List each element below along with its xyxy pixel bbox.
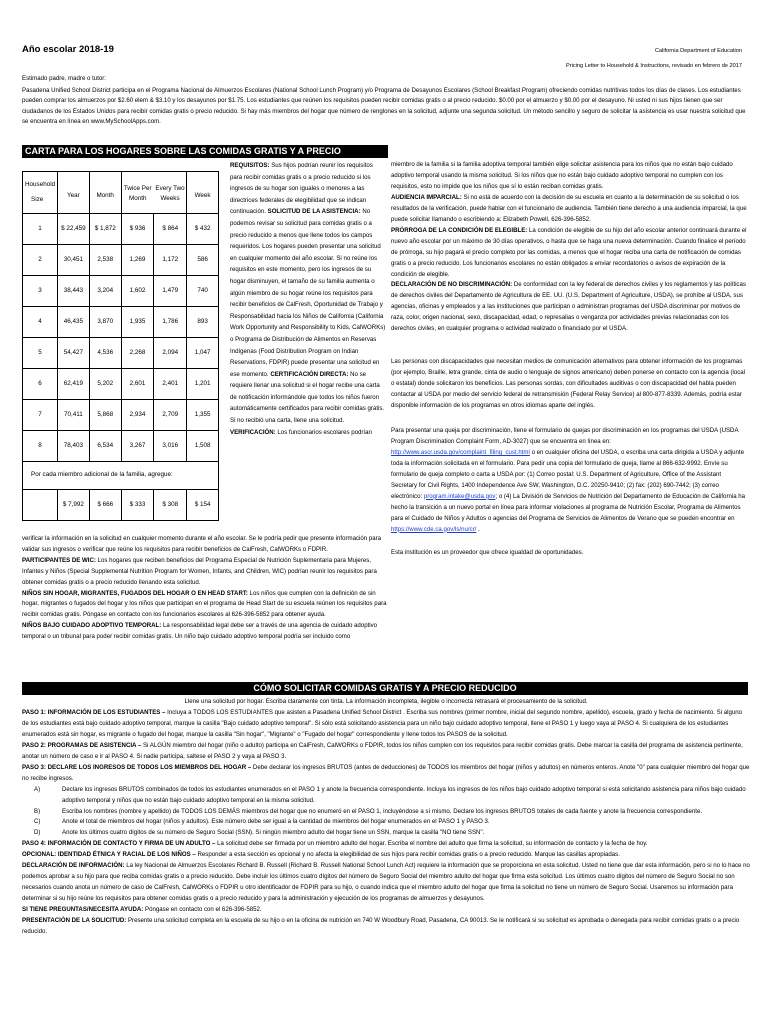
table-cell: 586 <box>187 245 219 276</box>
table-cell: 4 <box>23 307 58 338</box>
table-cell: 2,601 <box>121 369 154 400</box>
table-row <box>23 369 219 400</box>
certificacion-heading: CERTIFICACIÓN DIRECTA: <box>270 370 349 378</box>
table-cell: $ 22,459 <box>57 214 89 245</box>
paso-3-c: C) Anote el total de miembros del hogar (niños y adultos). Este número debe ser igual a la cantidad de miembros del hogar enumerados en el PASO 1 y PASO 3. <box>34 818 490 826</box>
complaint-form-link[interactable]: http://www.ascr.usda.gov/complaint_filing_cust.html <box>391 448 530 456</box>
table-cell: $ 432 <box>187 214 219 245</box>
equal-opportunity: Esta institución es un proveedor que ofrece igualdad de oportunidades. <box>391 548 584 556</box>
paso-3-a: A) Declare los ingresos BRUTOS combinados de todos los estudiantes enumerados en el PASO 1 y anote la frecuencia correspondiente. Incluya los ingresos de los niños bajo cuidado adoptivo temporal si está solicitando asistencia para niños bajo cuidado adoptivo temporal y niños que no están bajo cuidado adoptivo temporal en la misma solicitud. <box>34 785 746 804</box>
rights-column: miembro de la familia si la familia adoptiva temporal también elige solicitar asistencia para los niños que no están bajo cuidado adoptivo temporal usando la misma solicitud. Si los niños que no están bajo cuidado adoptivo temporal no cumplen con los requisitos, esto no impide que los niños que sí lo están reciban comidas gratis. AUDIENCIA IMPARCIAL: Si no está de acuerdo con la decisión de su escuela en cuanto a la determinación de su solicitud o los resultados de la verificación, puede hablar con el funcionario de audiencia. También tiene derecho a una audiencia imparcial, la que puede solicitar llamando o escribiendo a: Elizabeth Powell, 626-396-5852. PRÓRROGA DE LA CONDICIÓN DE ELEGIBLE: La condición de elegible de su hijo del año escolar anterior continuará durante el nuevo año escolar por un máximo de 30 días operativos, o hasta que se haga una nueva determinación. Cuando finalice el período de prórroga, su hijo pagará el precio completo por las comidas, a menos que el hogar reciba una carta de notificación de comidas gratis o a precio reducido. Los funcionarios escolares no están obligados a enviar recordatorios o avisos de expiración de la condición de elegible. DECLARACIÓN DE NO DISCRIMINACIÓN: De conformidad con la ley federal de derechos civiles y los reglamentos y las políticas de derechos civiles del Departamento de Agricultura de EE. UU. (U.S. Department of Agriculture, USDA), se prohíbe al USDA, sus agencias, oficinas y empleados y a las instituciones que participan o administran programas del USDA discriminar por motivos de raza, color, origen nacional, sexo, discapacidad, edad, o represalias o venganza por actividades previas relacionadas con los derechos civiles, en cualquier programa o actividad realizado o financiado por el USDA. Las personas con discapacidades que necesitan medios de comunicación alternativos para obtener información de los programas (por ejemplo, Braille, letra grande, cinta de audio o lenguaje de signos americano) deben ponerse en contacto con la agencia (local o estatal) donde solicitaron los beneficios. Las personas sordas, con dificultades auditivas o con discapacidad del habla pueden contactar al USDA por medio del servicio federal de retransmisión (Federal Relay Service) al 800-877-8339. Además, podría estar disponible información de los programas en otros idiomas aparte del inglés. Para presentar una queja por discriminación, llene el formulario de quejas por discriminación en los programas del USDA (USDA Program Discrimination Complaint Form, AD-3027) que se encuentra en línea en: http://www.ascr.usda.gov/complaint_filing_cust.html o en cualquier oficina del USDA, o escriba una carta dirigida a USDA y adjunte toda la información solicitada en el formulario. Para pedir una copia del formulario de queja, llame al 866-632-9992. Envíe su formulario de queja completo o carta a USDA por: (1) Correo postal: U.S. Department of Agriculture, Office of the Assistant Secretary for Civil Rights, 1400 Independence Ave SW, Washington, D.C. 20250-9410; (2) fax: (202) 690-7442; (3) correo electrónico: program.intake@usda.gov; o (4) La División de Servicios de Nutrición del Departamento de Educación de California ha hecho la transición a un nuevo portal en línea para informar violaciones al programa de Nutrición Escolar, Programa de Alimentos para el Cuidado de Niños y Adultos o agencias del Programa de Servicios de Alimentos de Verano que se pueden encontrar en https://www.cde.ca.gov/ls/nu/cr/ . Esta institución es un proveedor que ofrece igualdad de oportunidades. <box>391 160 748 559</box>
table-cell: 1 <box>23 214 58 245</box>
table-cell: 3,204 <box>89 276 121 307</box>
school-year: Año escolar 2018-19 <box>22 44 114 55</box>
paso-3-d: D) Anote los últimos cuatro dígitos de su número de Seguro Social (SSN). Si ningún miembro adulto del hogar tiene un SSN, marque la casilla "NO tiene SSN". <box>34 829 485 837</box>
table-cell: 3,016 <box>154 431 187 462</box>
table-cell: 1,479 <box>154 276 187 307</box>
table-cell: $ 333 <box>121 490 154 521</box>
income-table <box>22 171 219 521</box>
table-cell: 3,267 <box>121 431 154 462</box>
declaracion-informacion-heading: DECLARACIÓN DE INFORMACIÓN: <box>22 862 125 870</box>
table-row <box>23 431 219 462</box>
wic-heading: PARTICIPANTES DE WIC: <box>22 556 96 564</box>
table-row <box>23 276 219 307</box>
solicitud-heading: SOLICITUD DE LA ASISTENCIA: <box>267 208 361 216</box>
income-table-wrap <box>22 171 219 521</box>
table-cell: 62,419 <box>57 369 89 400</box>
table-cell: 1,269 <box>121 245 154 276</box>
additional-member-row <box>23 490 219 521</box>
agency: California Department of Education <box>654 48 742 54</box>
table-cell: 893 <box>187 307 219 338</box>
table-cell: 2,538 <box>89 245 121 276</box>
paso-3-b: B) Escriba los nombres (nombre y apellido) de TODOS LOS DEMÁS miembros del hogar que no enumeró en el PASO 1, incluyéndose a sí mismo. Declare los ingresos BRUTOS totales de cada fuente y anote la frecuencia correspondiente. <box>34 807 703 815</box>
carta-header-bar: CARTA PARA LOS HOGARES SOBRE LAS COMIDAS GRATIS Y A PRECIO REDUCIDO <box>22 145 388 158</box>
intro-paragraph: Pasadena Unified School District participa en el Programa Nacional de Almuerzos Escolares (National School Lunch Program) y/o Programa de Desayunos Escolares (School Breakfast Program) ofreciendo comidas nutritivas todos los días de clases. Los estudiantes pueden comprar los almuerzos por $2.60 elem & $3.10 y los desayunos por $1.75. Los estudiantes que reúnen los requisitos pueden recibir comidas gratis o al precio reducido. $0.00 por el almuerzo y $0.00 por el desayuno. Ni usted ni sus hijos tienen que ser ciudadanos de los Estados Unidos para recibir comidas gratis o precio reducido. Si hay más miembros del hogar que número de renglones en la solicitud, adjunte una segunda solicitud. Un método sencillo y seguro de solicitar la asistencia es usar nuestra solicitud que se encuentra en línea en www.MySchoolApps.com. <box>22 86 746 126</box>
table-row <box>23 400 219 431</box>
table-cell: 1,786 <box>154 307 187 338</box>
table-cell: $ 936 <box>121 214 154 245</box>
additional-label-row: Por cada miembro adicional de la familia, agregue: <box>23 462 219 490</box>
table-cell: 5 <box>23 338 58 369</box>
table-cell: 8 <box>23 431 58 462</box>
table-cell: 740 <box>187 276 219 307</box>
table-cell: 70,411 <box>57 400 89 431</box>
table-row <box>23 338 219 369</box>
programs-section: verificar la información en la solicitud en cualquier momento durante el año escolar. Se le podría pedir que presente información para validar sus ingresos o verificar que reúne los requisitos para recibir beneficios de CalFresh, CalWORKs o FDPIR. PARTICIPANTES DE WIC: Los hogares que reciben beneficios del Programa Especial de Nutrición Suplementaria para Mujeres, Infantes y Niños (Special Supplemental Nutrition Program for Women, Infants, and Children, WIC) podrían reunir los requisitos para obtener comidas gratis o a precio reducido llenando esta solicitud. NIÑOS SIN HOGAR, MIGRANTES, FUGADOS DEL HOGAR O EN HEAD START: Los niños que cumplen con la definición de sin hogar, migrantes o fugados del hogar y los niños que participan en el programa de Head Start de su escuela reúnen los requisitos para recibir comidas gratis. Póngase en contacto con los funcionarios escolares al 626-396-5852 para obtener ayuda. NIÑOS BAJO CUIDADO ADOPTIVO TEMPORAL: La responsabilidad legal debe ser a través de una agencia de cuidado adoptivo temporal o un tribunal para poder recibir comidas gratis. Un niño bajo cuidado adoptivo temporal podría ser incluido como <box>22 535 387 641</box>
paso-3-heading: PASO 3: DECLARE LOS INGRESOS DE TODOS LOS MIEMBROS DEL HOGAR – <box>22 763 252 771</box>
table-cell: 1,047 <box>187 338 219 369</box>
table-cell: 2,268 <box>121 338 154 369</box>
como-solicitar-bar: CÓMO SOLICITAR COMIDAS GRATIS Y A PRECIO REDUCIDO <box>22 682 748 695</box>
eligibility-column: REQUISITOS: Sus hijos podrían reunir los requisitos para recibir comidas gratis o a precio reducido si los ingresos de su hogar son iguales o menores a las directrices federales de elegibilidad que se indican continuación. SOLICITUD DE LA ASISTENCIA: No podemos revisar su solicitud para comidas gratis o a precio reducido a menos que llene todos los campos requeridos. Los hogares pueden presentar una solicitud en cualquier momento del año escolar. Si no reúne los requisitos en este momento, pero los ingresos de su hogar disminuyen, el tamaño de su familia aumenta o algún miembro de su hogar reúne los requisitos para recibir beneficios de CalFresh, Oportunidad de Trabajo y Responsabilidad hacia los Niños de California (California Work Opportunity and Responsibility to Kids, CalWORKs) o Programa de Distribución de Alimentos en Reservas Indígenas (Food Distribution Program on Indian Reservations, FDPIR) puede presentar una solicitud en ese momento. CERTIFICACIÓN DIRECTA: No se requiere llenar una solicitud si el hogar recibe una carta de notificación informándole que todos los niños fueron automáticamente certificados para recibir comidas gratis. Si no recibió una carta, llene una solicitud. VERIFICACIÓN: Los funcionarios escolares podrían <box>230 162 386 436</box>
table-cell: $ 1,872 <box>89 214 121 245</box>
table-cell: $ 666 <box>89 490 121 521</box>
table-cell: $ 7,992 <box>57 490 89 521</box>
table-cell: 1,355 <box>187 400 219 431</box>
table-cell: 1,508 <box>187 431 219 462</box>
prorroga-heading: PRÓRROGA DE LA CONDICIÓN DE ELEGIBLE: <box>391 226 528 234</box>
col-year: Year <box>57 172 89 214</box>
steps-intro: Llene una solicitud por hogar. Escriba claramente con tinta. La información incompleta, ilegible o incorrecta retrasará el procesamiento de la solicitud. <box>184 698 588 705</box>
greeting: Estimado padre, madre o tutor: <box>22 75 107 82</box>
table-row <box>23 307 219 338</box>
table-cell: 2,934 <box>121 400 154 431</box>
steps-section: Llene una solicitud por hogar. Escriba claramente con tinta. La información incompleta, ilegible o incorrecta retrasará el procesamiento de la solicitud. PASO 1: INFORMACIÓN DE LOS ESTUDIANTES – Incluya a TODOS LOS ESTUDIANTES que asisten a Pasadena Unified School District . Escriba sus nombres (primer nombre, inicial del segundo nombre, apellido), escuela, grado y fecha de nacimiento. Si alguno de los estudiantes está bajo cuidado adoptivo temporal, marque la casilla "Bajo cuidado adoptivo temporal". Si sólo está solicitando asistencia para un niño bajo cuidado adoptivo temporal, llene el PASO 1 y luego vaya al PASO 4. Si cualquiera de los estudiantes enumerados está sin hogar, es migrante o fugado del hogar, marque la casilla "Sin hogar", "Migrante" o "Fugado del hogar" correspondiente y llene todos los PASOS de la solicitud. PASO 2: PROGRAMAS DE ASISTENCIA – Si ALGÚN miembro del hogar (niño o adulto) participa en CalFresh, CalWORKs o FDPIR, todos los niños cumplen con los requisitos para recibir comidas gratis. Debe marcar la casilla del programa de asistencia pertinente, anotar un número de caso e ir al PASO 4. Si nadie participa, saltese el PASO 2 y vaya al PASO 3. PASO 3: DECLARE LOS INGRESOS DE TODOS LOS MIEMBROS DEL HOGAR – Debe declarar los ingresos BRUTOS (antes de deducciones) de TODOS los miembros del hogar (niños y adultos) en números enteros. Anote "0" para cualquier miembro del hogar que no recibe ingresos. A) Declare los ingresos BRUTOS combinados de todos los estudiantes enumerados en el PASO 1 y anote la frecuencia correspondiente. Incluya los ingresos de los niños bajo cuidado adoptivo temporal si está solicitando asistencia para niños bajo cuidado adoptivo temporal y niños que no están bajo cuidado adoptivo temporal en la misma solicitud. B) Escriba los nombres (nombre y apellido) de TODOS LOS DEMÁS miembros del hogar que no enumeró en el PASO 1, incluyéndose a sí mismo. Declare los ingresos BRUTOS totales de cada fuente y anote la frecuencia correspondiente. C) Anote el total de miembros del hogar (niños y adultos). Este número debe ser igual a la cantidad de miembros del hogar enumerados en el PASO 1 y PASO 3. D) Anote los últimos cuatro dígitos de su número de Seguro Social (SSN). Si ningún miembro adulto del hogar tiene un SSN, marque la casilla "NO tiene SSN". PASO 4: INFORMACIÓN DE CONTACTO Y FIRMA DE UN ADULTO – La solicitud debe ser firmada por un miembro adulto del hogar. Escriba el nombre del adulto que firma la solicitud, su información de contacto y la fecha de hoy. OPCIONAL: IDENTIDAD ÉTNICA Y RACIAL DE LOS NIÑOS – Responder a esta sección es opcional y no afecta la elegibilidad de sus hijos para recibir comidas gratis o a precio reducido. Marque las casillas apropiadas. DECLARACIÓN DE INFORMACIÓN: La ley Nacional de Almuerzos Escolares Richard B. Russell (Richard B. Russell National School Lunch Act) requiere la información que se proporciona en esta solicitud. Usted no tiene que dar esta información, pero si no lo hace no podemos aprobar a su hijo para que reciba comidas gratis o a precio reducido. Debe incluir los últimos cuatro dígitos del número de Seguro Social del miembro adulto del hogar que firma esta solicitud. Los últimos cuatro dígitos del número de Seguro Social no son necesarios cuando anota un número de caso de CalFresh, CalWORKs o FDPIR u otro identificador de FDPIR para su hijo, o cuando indica que el miembro adulto del hogar que firma la solicitud no tiene un número de Seguro Social. Usaremos su información para determinar si su hijo reúne los requisitos para obtener comidas gratis o a precio reducido y para la administración y ejecución de los programas de almuerzos y desayunos. SI TIENE PREGUNTAS/NECESITA AYUDA: Póngase en contacto con el 626-396-5852. PRESENTACIÓN DE LA SOLICITUD: Presente una solicitud completa en la escuela de su hijo o en la oficina de nutrición en 740 W Woodbury Road, Pasadena, CA 90013. Se le notificará si su solicitud es aprobada o denegada para recibir comidas gratis o a precio reducido. <box>22 698 750 936</box>
ayuda-heading: SI TIENE PREGUNTAS/NECESITA AYUDA: <box>22 906 144 914</box>
audiencia-heading: AUDIENCIA IMPARCIAL: <box>391 193 462 201</box>
table-cell: 2,094 <box>154 338 187 369</box>
col-month: Month <box>89 172 121 214</box>
opcional-heading: OPCIONAL: IDENTIDAD ÉTNICA Y RACIAL DE LOS NIÑOS – <box>22 851 196 859</box>
intro <box>22 75 750 128</box>
presentacion-heading: PRESENTACIÓN DE LA SOLICITUD: <box>22 917 127 925</box>
table-cell: $ 864 <box>154 214 187 245</box>
col-twice-every-two: Twice Per Every Two Month Weeks <box>121 172 187 214</box>
letter-title: Pricing Letter to Household & Instructions, revisado en febrero de 2017 <box>566 63 742 69</box>
table-cell: 1,172 <box>154 245 187 276</box>
table-row <box>23 245 219 276</box>
table-cell: 1,201 <box>187 369 219 400</box>
table-cell: 4,536 <box>89 338 121 369</box>
disability-paragraph: Las personas con discapacidades que necesitan medios de comunicación alternativos para obtener información de los programas (por ejemplo, Braille, letra grande, cinta de audio o lenguaje de signos americano) deben ponerse en contacto con la agencia (local o estatal) donde solicitaron los beneficios. Las personas sordas, con dificultades auditivas o con discapacidad del habla pueden contactar al USDA por medio del servicio federal de retransmisión (Federal Relay Service) al 800-877-8339. Además, podría estar disponible información de los programas en otros idiomas aparte del inglés. <box>391 358 745 410</box>
col-household-size: Household Size <box>23 172 58 214</box>
table-cell: $ 154 <box>187 490 219 521</box>
table-cell: 30,451 <box>57 245 89 276</box>
cde-link[interactable]: https://www.cde.ca.gov/ls/nu/cr/ <box>391 525 477 533</box>
table-cell: 3 <box>23 276 58 307</box>
email-link[interactable]: program.intake@usda.gov <box>423 492 496 500</box>
income-table-header <box>23 172 219 214</box>
table-cell: 5,868 <box>89 400 121 431</box>
table-cell: 1,602 <box>121 276 154 307</box>
table-cell: 46,435 <box>57 307 89 338</box>
complaint-paragraph: Para presentar una queja por discriminación, llene el formulario de quejas por discriminación en los programas del USDA (USDA Program Discrimination Complaint Form, AD-3027) que se encuentra en línea en: http://www.ascr.usda.gov/complaint_filing_cust.html o en cualquier oficina del USDA, o escriba una carta dirigida a USDA y adjunte toda la información solicitada en el formulario. Para pedir una copia del formulario de queja, llame al 866-632-9992. Envíe su formulario de queja completo o carta a USDA por: (1) Correo postal: U.S. Department of Agriculture, Office of the Assistant Secretary for Civil Rights, 1400 Independence Ave SW, Washington, D.C. 20250-9410; (2) fax: (202) 690-7442; (3) correo electrónico: program.intake@usda.gov; o (4) La División de Servicios de Nutrición del Departamento de Educación de California ha hecho la transición a un nuevo portal en línea para informar violaciones al programa de Nutrición Escolar, Programa de Alimentos para el Cuidado de Niños y Adultos o agencias del Programa de Servicios de Alimentos de Verano que se pueden encontrar en https://www.cde.ca.gov/ls/nu/cr/ . <box>391 427 746 533</box>
table-cell: 6,534 <box>89 431 121 462</box>
table-cell: 54,427 <box>57 338 89 369</box>
paso-2-heading: PASO 2: PROGRAMAS DE ASISTENCIA – <box>22 741 142 749</box>
table-cell: 3,870 <box>89 307 121 338</box>
table-cell: 78,403 <box>57 431 89 462</box>
verificacion-heading: VERIFICACIÓN: <box>230 428 276 436</box>
table-cell: 2,709 <box>154 400 187 431</box>
table-cell: 6 <box>23 369 58 400</box>
adoptivo-heading: NIÑOS BAJO CUIDADO ADOPTIVO TEMPORAL: <box>22 622 162 630</box>
paso-1-heading: PASO 1: INFORMACIÓN DE LOS ESTUDIANTES – <box>22 708 166 716</box>
table-cell: 7 <box>23 400 58 431</box>
table-cell: 5,202 <box>89 369 121 400</box>
requisitos-heading: REQUISITOS: <box>230 162 270 169</box>
table-row <box>23 214 219 245</box>
table-cell <box>23 490 58 521</box>
table-cell: 2 <box>23 245 58 276</box>
no-discriminacion-heading: DECLARACIÓN DE NO DISCRIMINACIÓN: <box>391 281 513 289</box>
table-cell: 1,935 <box>121 307 154 338</box>
paso-4-heading: PASO 4: INFORMACIÓN DE CONTACTO Y FIRMA DE UN ADULTO – <box>22 840 216 848</box>
table-cell: 38,443 <box>57 276 89 307</box>
table-cell: $ 308 <box>154 490 187 521</box>
col-week: Week <box>187 172 219 214</box>
table-cell: 2,401 <box>154 369 187 400</box>
sin-hogar-heading: NIÑOS SIN HOGAR, MIGRANTES, FUGADOS DEL HOGAR O EN HEAD START: <box>22 589 248 597</box>
